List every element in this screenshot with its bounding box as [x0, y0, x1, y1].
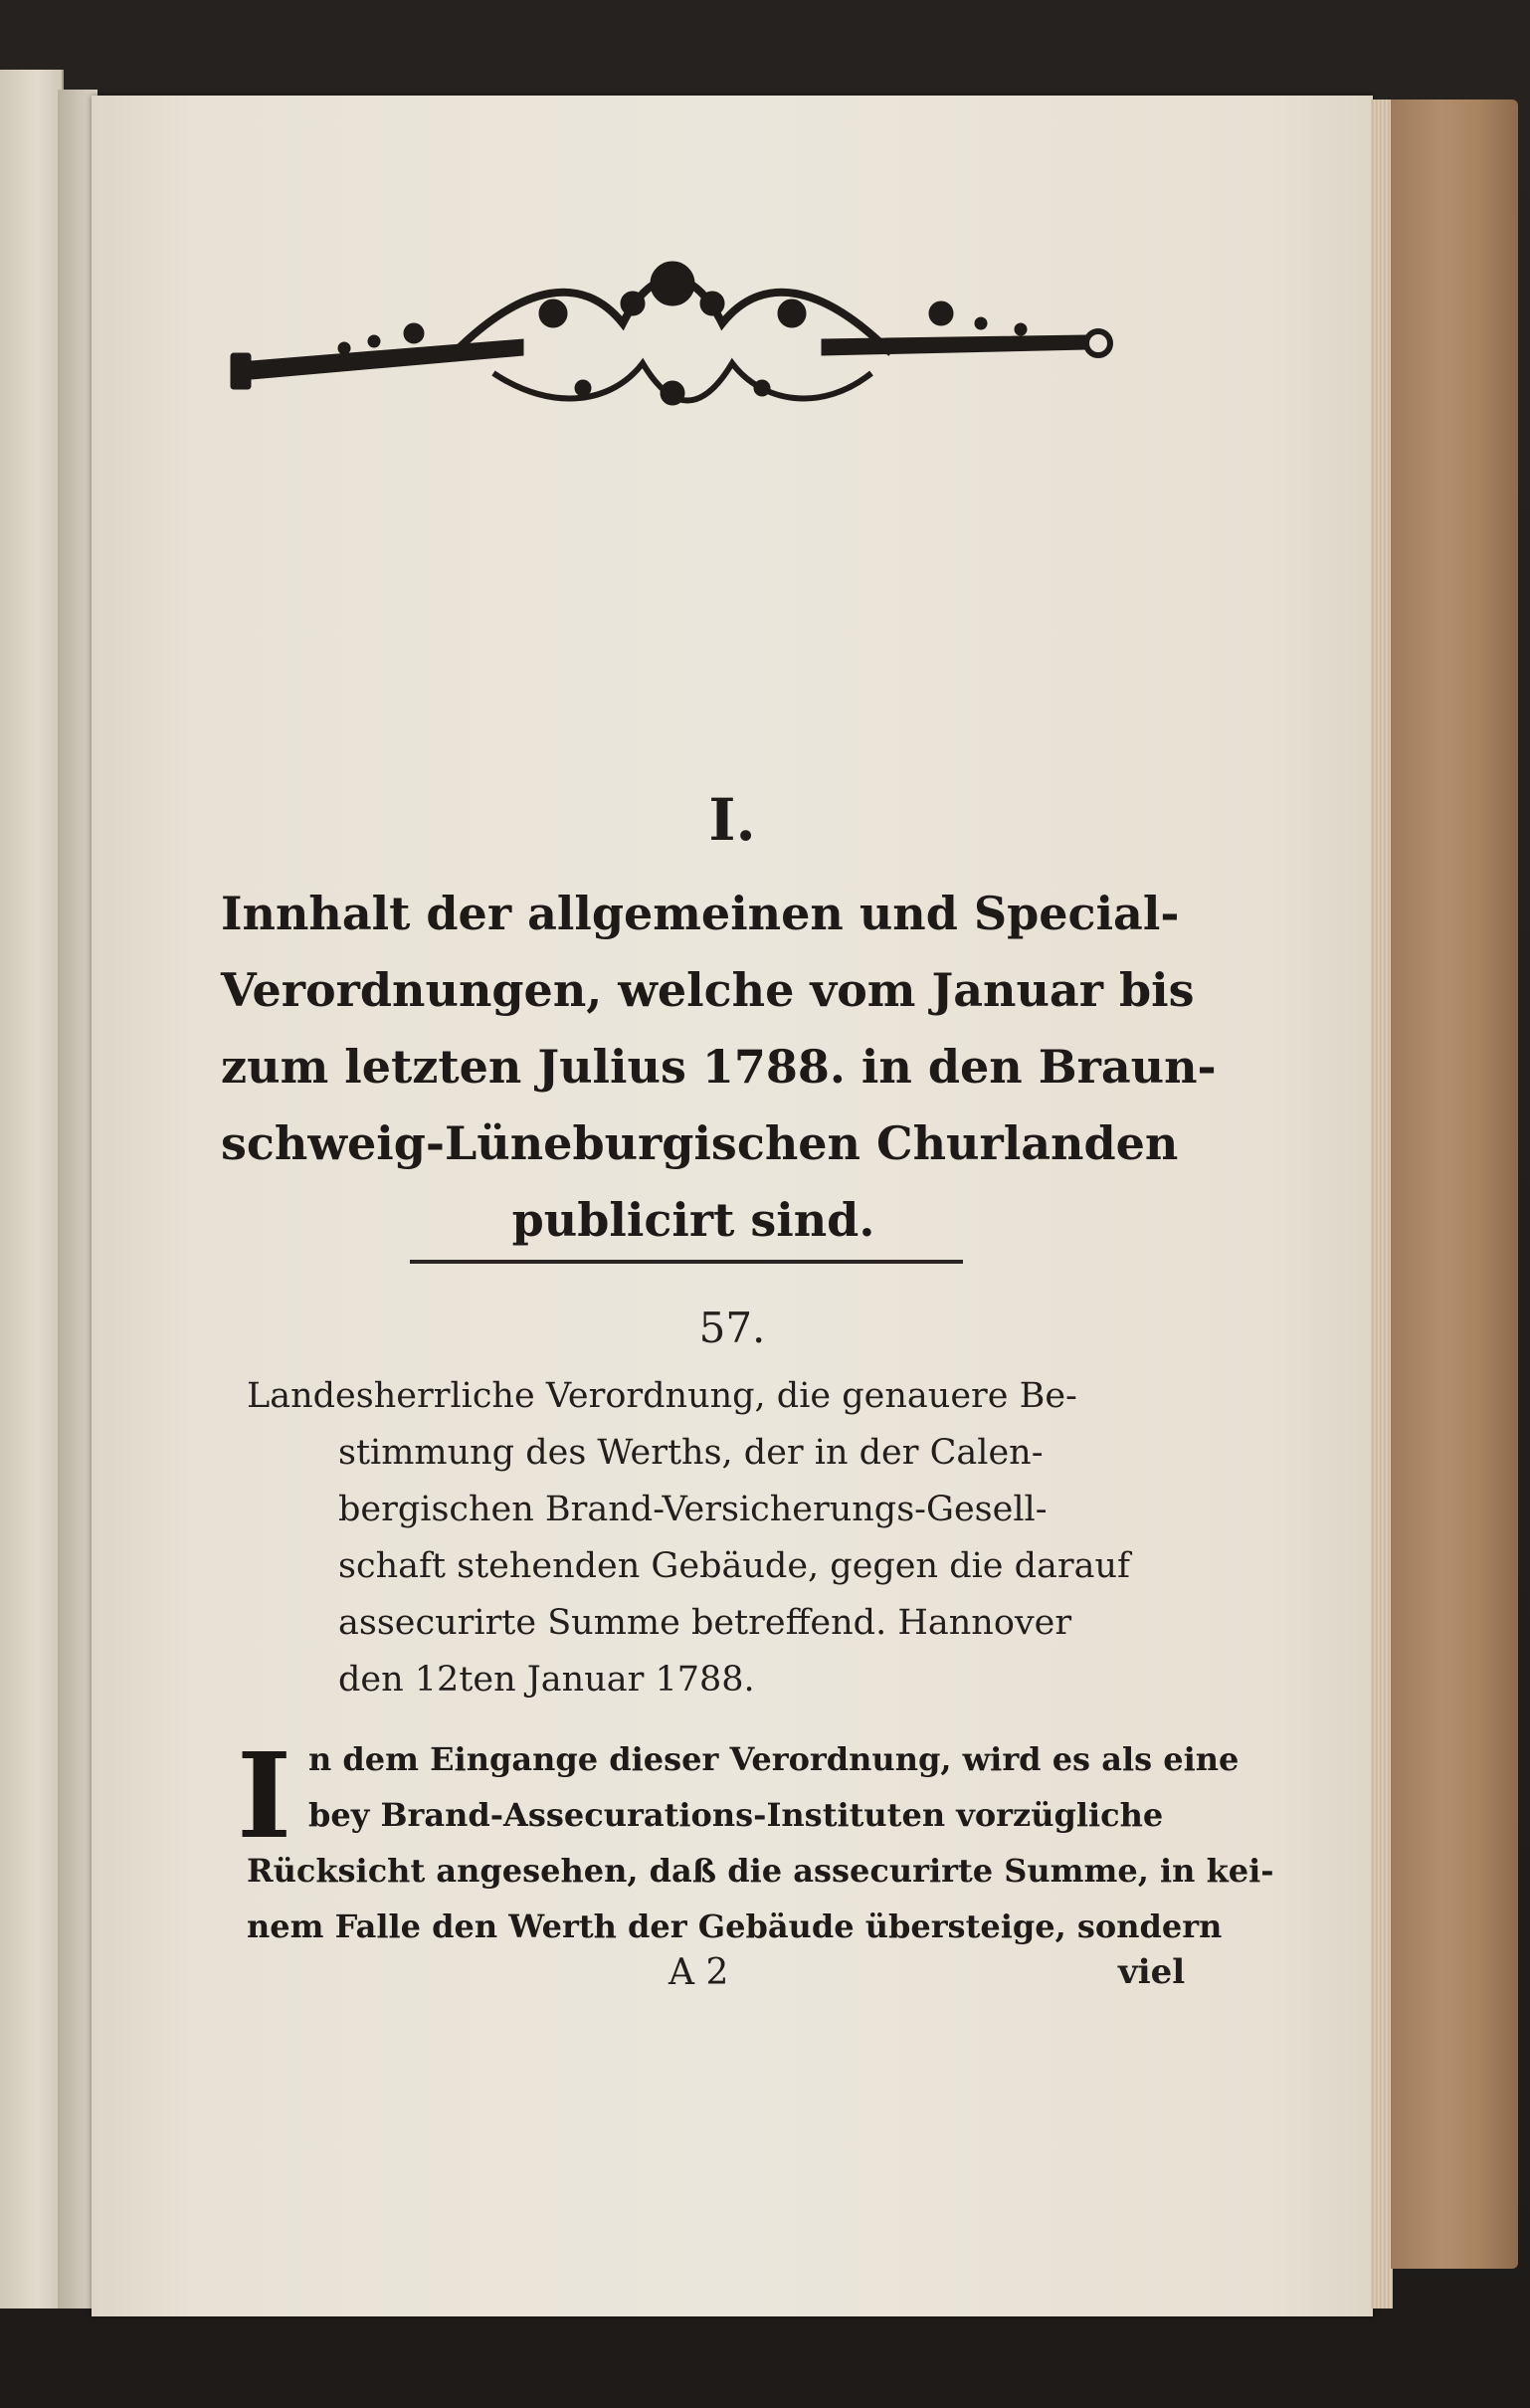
body-line: n dem Eingange dieser Verordnung, wird es als eine [308, 1740, 1240, 1778]
heading-line: den 12ten Januar 1788. [338, 1660, 755, 1700]
left-page-edge [0, 70, 64, 2308]
heading-line: assecurirte Summe betreffend. Hannover [338, 1603, 1072, 1643]
signature-mark: A 2 [669, 1952, 729, 1993]
heading-line: bergischen Brand-Versicherungs-Gesell- [338, 1490, 1048, 1529]
ordinance-heading [247, 1368, 1170, 1708]
drop-cap: I [237, 1726, 292, 1865]
title-line: zum letzten Julius 1788. in den Braun- [221, 1040, 1217, 1094]
body-line: Rücksicht angesehen, daß die assecurirte Summe, in kei- [247, 1852, 1274, 1890]
page-title [221, 876, 1217, 1259]
divider-rule [410, 1260, 963, 1264]
body-line: nem Falle den Werth der Gebäude übersteige, sondern [247, 1907, 1223, 1945]
ordinance-number: 57. [698, 1304, 766, 1352]
title-line: publicirt sind. [511, 1193, 875, 1247]
body-text [247, 1731, 1274, 1954]
title-line: Innhalt der allgemeinen und Special- [221, 887, 1180, 940]
section-number: I. [708, 786, 756, 854]
heading-line: schaft stehenden Gebäude, gegen die darauf [338, 1546, 1130, 1586]
ornament-icon [225, 244, 1120, 413]
title-line: schweig-Lüneburgischen Churlanden [221, 1116, 1179, 1170]
page-block-edges [1371, 100, 1393, 2308]
heading-line: Landesherrliche Verordnung, die genauere Be- [247, 1376, 1077, 1416]
title-line: Verordnungen, welche vom Januar bis [221, 963, 1195, 1017]
body-line: bey Brand-Assecurations-Instituten vorzügliche [308, 1796, 1164, 1834]
catchword: viel [1118, 1952, 1186, 1992]
heading-line: stimmung des Werths, der in der Calen- [338, 1433, 1044, 1473]
book-cover-board [1391, 100, 1518, 2269]
